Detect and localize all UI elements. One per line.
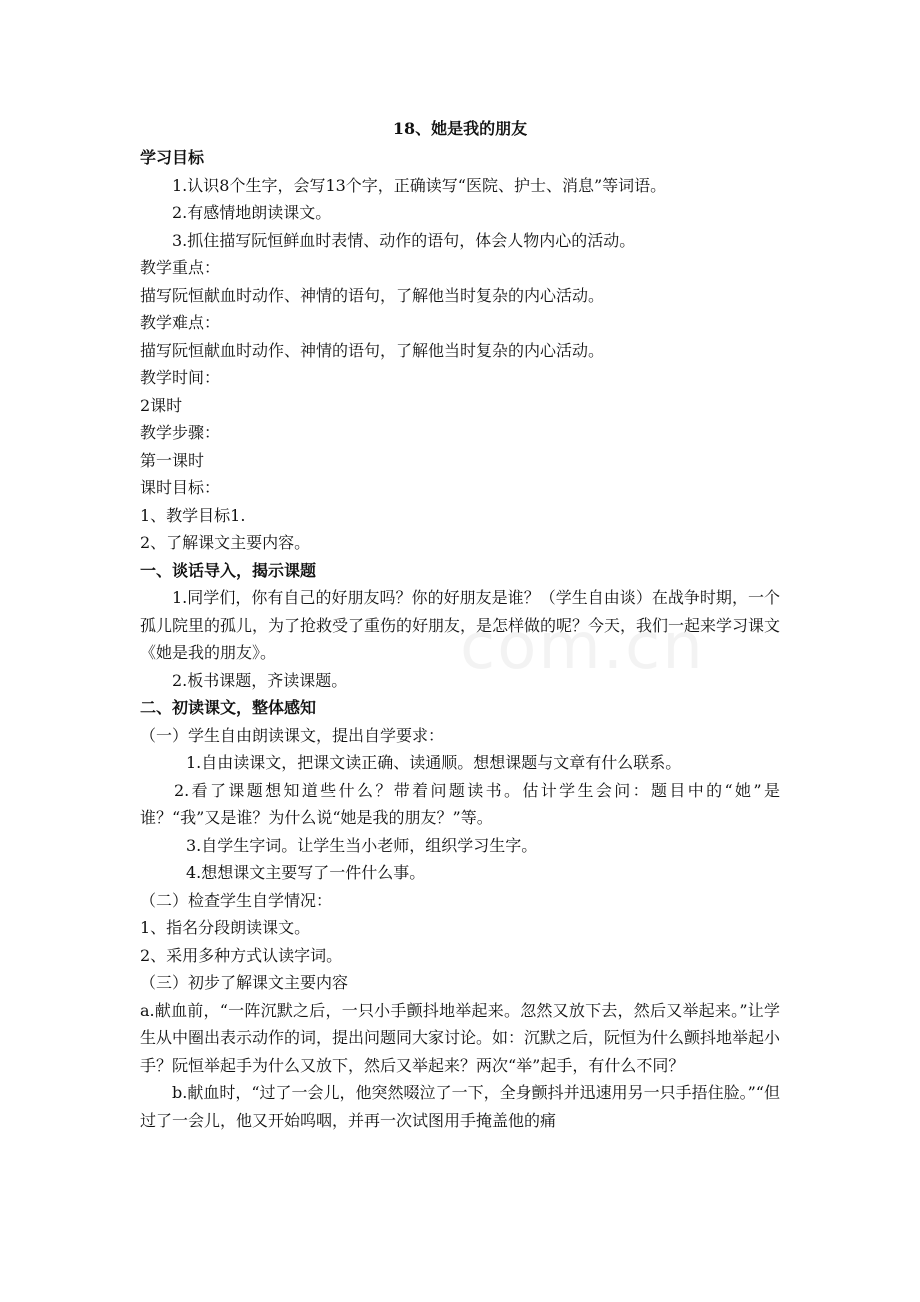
section-label: 教学难点： xyxy=(140,313,221,332)
paragraph: 第一课时 xyxy=(140,450,205,470)
paragraph: 描写阮恒献血时动作、神情的语句，了解他当时复杂的内心活动。 xyxy=(140,285,605,305)
paragraph: 1.认识8个生字，会写13个字，正确读写“医院、护士、消息”等词语。 xyxy=(172,175,667,195)
paragraph: 2课时 xyxy=(140,395,183,415)
section-label: 教学时间： xyxy=(140,368,221,387)
section-label: 教学步骤： xyxy=(140,423,221,442)
paragraph: 3.自学生字词。让学生当小老师，组织学习生字。 xyxy=(186,835,538,855)
section-heading: 二、初读课文，整体感知 xyxy=(140,698,317,717)
paragraph: a.献血前，“一阵沉默之后，一只小手颤抖地举起来。忽然又放下去，然后又举起来。”让学生从中圈出表示动作的词，提出问题同大家讨论。如：沉默之后，阮恒为什么颤抖地举起小手？阮恒举起手为什么又放下，然后又举起来？两次“举”起手，有什么不同？ xyxy=(140,1000,781,1075)
paragraph: 1.自由读课文，把课文读正确、读通顺。想想课题与文章有什么联系。 xyxy=(186,753,682,772)
paragraph: 1.同学们，你有自己的好朋友吗？你的好朋友是谁？（学生自由谈）在战争时期，一个孤儿院里的孤儿，为了抢救受了重伤的好朋友，是怎样做的呢？今天，我们一起来学习课文《她是我的朋友》。 xyxy=(140,588,781,662)
paragraph: 2.看了课题想知道些什么？带着问题读书。估计学生会问：题目中的“她”是谁？“我”又是谁？为什么说“她是我的朋友？”等。 xyxy=(140,780,780,827)
section-label: （二）检查学生自学情况： xyxy=(140,890,333,910)
section-label: 教学重点： xyxy=(140,258,221,277)
paragraph: 1、教学目标1. xyxy=(140,505,246,525)
paragraph: 4.想想课文主要写了一件什么事。 xyxy=(186,863,426,882)
document-body xyxy=(140,144,780,1134)
section-label: 课时目标： xyxy=(140,478,221,497)
document-title: 18、她是我的朋友 xyxy=(392,119,528,138)
section-label: （三）初步了解课文主要内容 xyxy=(140,973,349,992)
paragraph: 2.板书课题，齐读课题。 xyxy=(172,670,348,690)
paragraph: 2、了解课文主要内容。 xyxy=(140,533,311,552)
paragraph: 3.抓住描写阮恒鲜血时表情、动作的语句，体会人物内心的活动。 xyxy=(172,230,636,250)
paragraph: b.献血时，“过了一会儿，他突然啜泣了一下，全身颤抖并迅速用另一只手捂住脸。”“但过了一会儿，他又开始呜咽，并再一次试图用手掩盖他的痛 xyxy=(140,1083,780,1130)
section-heading: 一、谈话导入，揭示课题 xyxy=(140,560,317,580)
paragraph: 2、采用多种方式认读字词。 xyxy=(140,945,343,965)
paragraph: 描写阮恒献血时动作、神情的语句，了解他当时复杂的内心活动。 xyxy=(140,340,605,360)
section-label: （一）学生自由朗读课文，提出自学要求： xyxy=(140,725,445,745)
section-heading: 学习目标 xyxy=(140,148,205,167)
paragraph: 2.有感情地朗读课文。 xyxy=(172,203,332,222)
paragraph: 1、指名分段朗读课文。 xyxy=(140,918,311,937)
